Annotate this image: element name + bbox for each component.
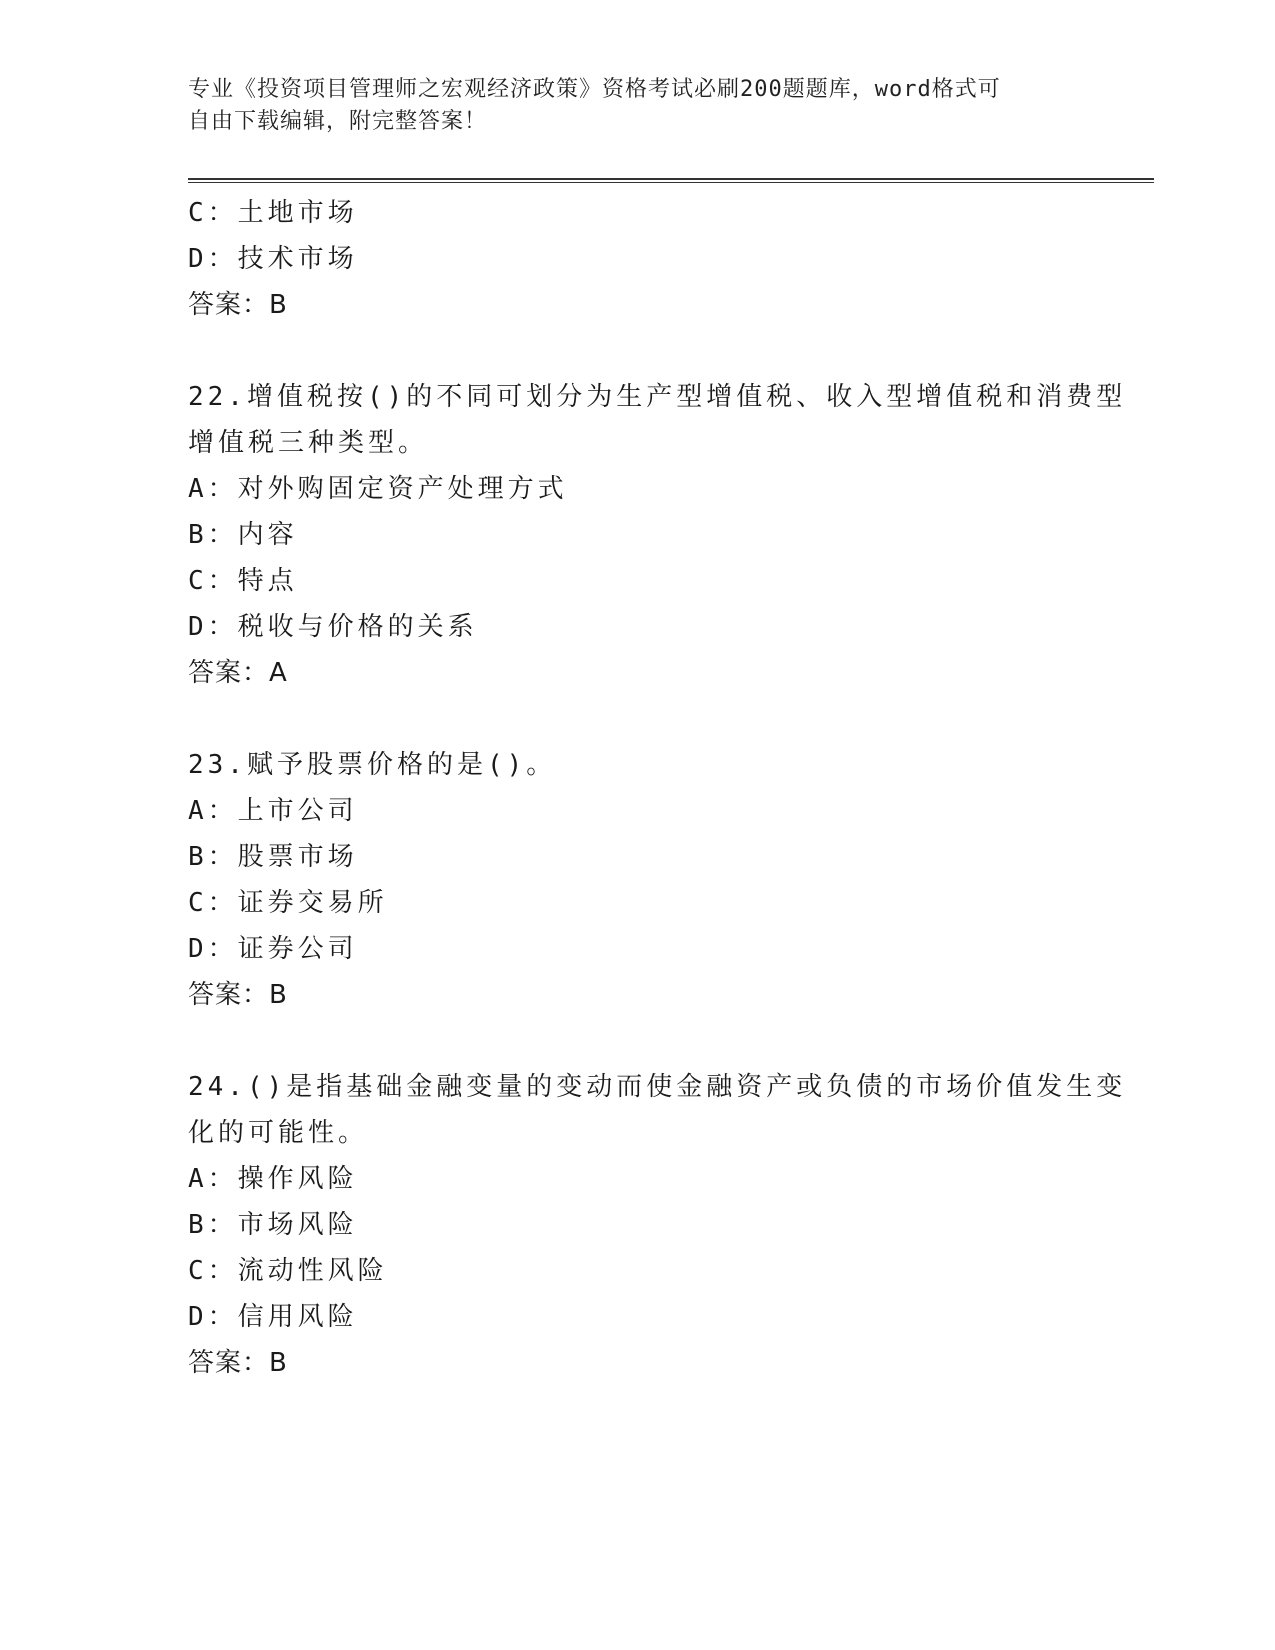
header-line-2: 自由下载编辑，附完整答案！ <box>188 109 488 134</box>
question-stem-line-2: 化的可能性。 <box>188 1118 369 1148</box>
option-a: A：上市公司 <box>188 796 358 826</box>
document-header <box>188 74 1068 138</box>
spacer <box>188 1018 1088 1064</box>
header-line-1: 专业《投资项目管理师之宏观经济政策》资格考试必刷200题题库，word格式可 <box>188 77 1001 102</box>
option-b: B：市场风险 <box>188 1210 358 1240</box>
option-c: C：证券交易所 <box>188 888 388 918</box>
option-d: D：信用风险 <box>188 1302 358 1332</box>
option-a: A：操作风险 <box>188 1164 358 1194</box>
answer-line: 答案：B <box>188 1348 288 1378</box>
question-23 <box>188 742 1088 1018</box>
header-divider <box>188 178 1154 183</box>
question-stem-line-1: 23.赋予股票价格的是()。 <box>188 750 557 780</box>
answer-line: 答案：B <box>188 290 288 320</box>
answer-line: 答案：B <box>188 980 288 1010</box>
option-b: B：股票市场 <box>188 842 358 872</box>
question-21 <box>188 190 1088 328</box>
option-d: D：证券公司 <box>188 934 358 964</box>
question-stem-line-2: 增值税三种类型。 <box>188 428 429 458</box>
spacer <box>188 696 1088 742</box>
question-stem-line-1: 22.增值税按()的不同可划分为生产型增值税、收入型增值税和消费型 <box>188 382 1127 412</box>
answer-line: 答案：A <box>188 658 288 688</box>
option-c: C：土地市场 <box>188 198 358 228</box>
spacer <box>188 328 1088 374</box>
option-d: D：技术市场 <box>188 244 358 274</box>
question-stem-line-1: 24.()是指基础金融变量的变动而使金融资产或负债的市场价值发生变 <box>188 1072 1127 1102</box>
question-list <box>188 190 1127 1386</box>
question-22 <box>188 374 1127 696</box>
option-a: A：对外购固定资产处理方式 <box>188 474 568 504</box>
option-c: C：流动性风险 <box>188 1256 388 1286</box>
option-d: D：税收与价格的关系 <box>188 612 478 642</box>
option-c: C：特点 <box>188 566 298 596</box>
question-24 <box>188 1064 1127 1386</box>
option-b: B：内容 <box>188 520 298 550</box>
